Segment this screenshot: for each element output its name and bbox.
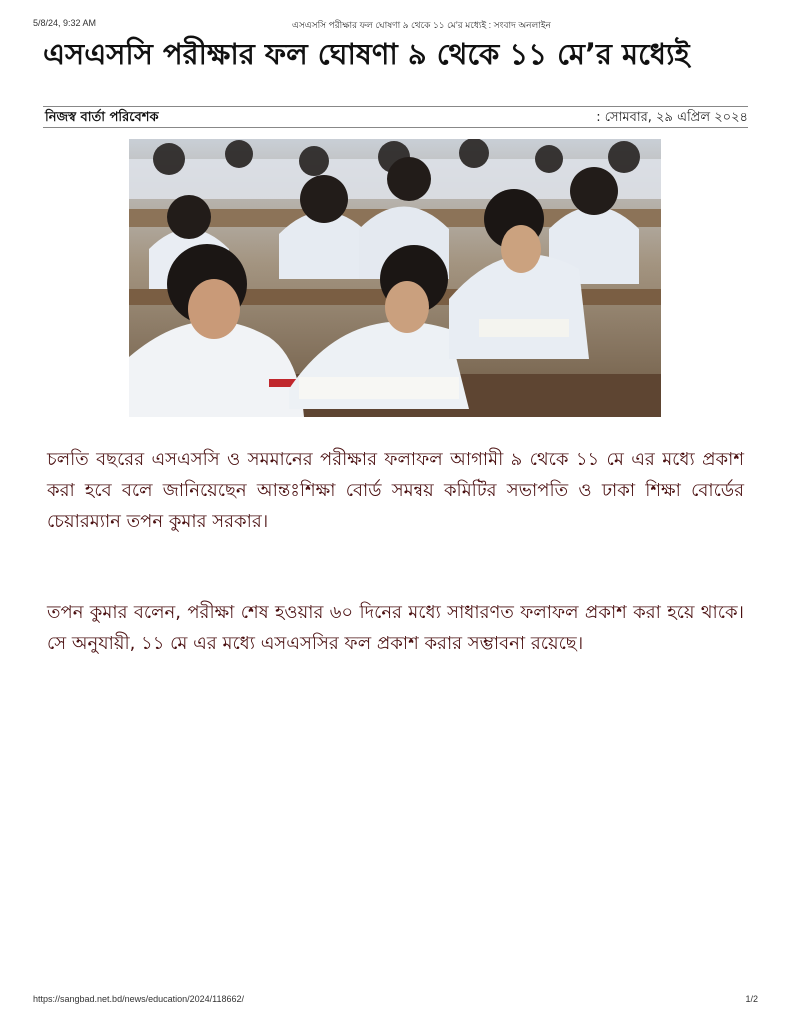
print-datetime: 5/8/24, 9:32 AM (33, 18, 97, 28)
print-page-title: এসএসসি পরীক্ষার ফল ঘোষণা ৯ থেকে ১১ মে’র মধ্যেই : সংবাদ অনলাইন (292, 20, 551, 30)
article-paragraph: তপন কুমার বলেন, পরীক্ষা শেষ হওয়ার ৬০ দিনের মধ্যে সাধারণত ফলাফল প্রকাশ করা হয়ে থাকে। সে অনুযায়ী, ১১ মে এর মধ্যে এসএসসির ফল প্রকাশ করার সম্ভাবনা রয়েছে। (47, 602, 744, 654)
article-paragraph: চলতি বছরের এসএসসি ও সমমানের পরীক্ষার ফলাফল আগামী ৯ থেকে ১১ মে এর মধ্যে প্রকাশ করা হবে বলে জানিয়েছেন আন্তঃশিক্ষা বোর্ড সমন্বয় কমিটির সভাপতি ও ঢাকা শিক্ষা বোর্ডের চেয়ারম্যান তপন কুমার সরকার। (47, 449, 744, 532)
article-date: : সোমবার, ২৯ এপ্রিল ২০২৪ (596, 110, 748, 125)
article-hero-image (129, 139, 661, 417)
divider-top (43, 106, 748, 107)
print-page-number: 1/2 (745, 994, 758, 1004)
divider-bottom (43, 127, 748, 128)
article-headline: এসএসসি পরীক্ষার ফল ঘোষণা ৯ থেকে ১১ মে’র মধ্যেই (43, 37, 690, 71)
print-footer-url: https://sangbad.net.bd/news/education/2024/118662/ (33, 994, 244, 1004)
article-byline: নিজস্ব বার্তা পরিবেশক (45, 110, 159, 125)
